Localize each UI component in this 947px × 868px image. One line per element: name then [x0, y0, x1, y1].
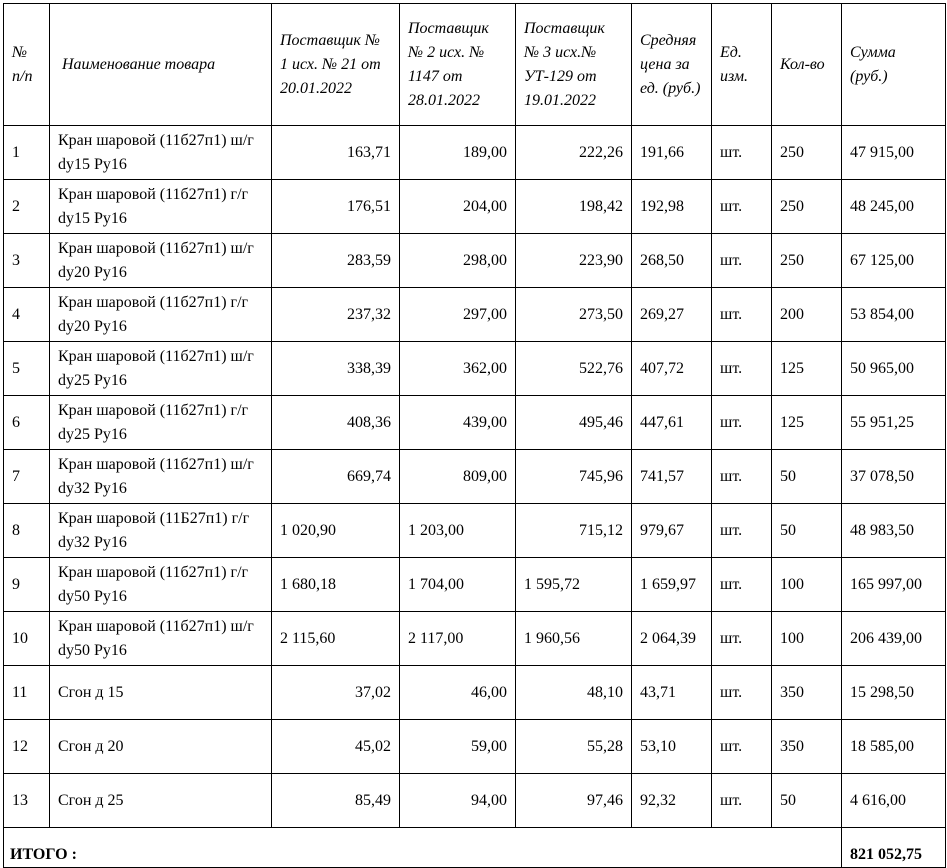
- supplier-3-price-cell: 223,90: [516, 234, 632, 288]
- supplier-2-price-cell: 362,00: [400, 342, 516, 396]
- item-name-cell: Кран шаровой (11б27п1) ш/г dу15 Ру16: [50, 126, 272, 180]
- quantity-cell: 200: [772, 288, 842, 342]
- supplier-1-price-cell: 283,59: [272, 234, 400, 288]
- row-number-cell: 13: [4, 774, 50, 828]
- supplier-3-price-cell: 222,26: [516, 126, 632, 180]
- supplier-1-price-cell: 408,36: [272, 396, 400, 450]
- unit-cell: шт.: [712, 720, 772, 774]
- table-row: [4, 234, 946, 288]
- table-row: [4, 504, 946, 558]
- average-price-cell: 53,10: [632, 720, 712, 774]
- supplier-3-price-cell: 745,96: [516, 450, 632, 504]
- supplier-3-price-cell: 97,46: [516, 774, 632, 828]
- item-name-cell: Кран шаровой (11Б27п1) г/г dу32 Ру16: [50, 504, 272, 558]
- sum-cell: 50 965,00: [842, 342, 946, 396]
- sum-cell: 67 125,00: [842, 234, 946, 288]
- sum-cell: 165 997,00: [842, 558, 946, 612]
- header-supplier-3: Поставщик № 3 исх.№ УТ-129 от 19.01.2022: [516, 4, 632, 126]
- sum-cell: 4 616,00: [842, 774, 946, 828]
- item-name-cell: Сгон д 15: [50, 666, 272, 720]
- table-body: [4, 126, 946, 828]
- unit-cell: шт.: [712, 666, 772, 720]
- supplier-1-price-cell: 338,39: [272, 342, 400, 396]
- table-row: [4, 450, 946, 504]
- unit-cell: шт.: [712, 342, 772, 396]
- supplier-3-price-cell: 198,42: [516, 180, 632, 234]
- item-name-cell: Кран шаровой (11б27п1) ш/г dу50 Ру16: [50, 612, 272, 666]
- average-price-cell: 741,57: [632, 450, 712, 504]
- table-row: [4, 180, 946, 234]
- average-price-cell: 447,61: [632, 396, 712, 450]
- quantity-cell: 250: [772, 180, 842, 234]
- sum-cell: 53 854,00: [842, 288, 946, 342]
- total-label: ИТОГО :: [4, 828, 842, 868]
- header-row: [4, 4, 946, 126]
- header-supplier-1: Поставщик № 1 исх. № 21 от 20.01.2022: [272, 4, 400, 126]
- total-row: [4, 828, 946, 868]
- supplier-3-price-cell: 55,28: [516, 720, 632, 774]
- sum-cell: 15 298,50: [842, 666, 946, 720]
- header-item-name: Наименование товара: [50, 4, 272, 126]
- table-row: [4, 396, 946, 450]
- unit-cell: шт.: [712, 612, 772, 666]
- table-row: [4, 666, 946, 720]
- row-number-cell: 4: [4, 288, 50, 342]
- row-number-cell: 9: [4, 558, 50, 612]
- supplier-1-price-cell: 163,71: [272, 126, 400, 180]
- average-price-cell: 979,67: [632, 504, 712, 558]
- item-name-cell: Сгон д 25: [50, 774, 272, 828]
- supplier-2-price-cell: 46,00: [400, 666, 516, 720]
- supplier-2-price-cell: 2 117,00: [400, 612, 516, 666]
- sum-cell: 18 585,00: [842, 720, 946, 774]
- quantity-cell: 350: [772, 666, 842, 720]
- total-value: 821 052,75: [842, 828, 946, 868]
- quantity-cell: 125: [772, 396, 842, 450]
- supplier-1-price-cell: 176,51: [272, 180, 400, 234]
- table-row: [4, 558, 946, 612]
- sum-cell: 47 915,00: [842, 126, 946, 180]
- row-number-cell: 2: [4, 180, 50, 234]
- supplier-3-price-cell: 495,46: [516, 396, 632, 450]
- supplier-3-price-cell: 715,12: [516, 504, 632, 558]
- supplier-3-price-cell: 48,10: [516, 666, 632, 720]
- average-price-cell: 268,50: [632, 234, 712, 288]
- row-number-cell: 10: [4, 612, 50, 666]
- supplier-2-price-cell: 94,00: [400, 774, 516, 828]
- sum-cell: 55 951,25: [842, 396, 946, 450]
- quantity-cell: 100: [772, 612, 842, 666]
- table-row: [4, 612, 946, 666]
- item-name-cell: Кран шаровой (11б27п1) г/г dу25 Ру16: [50, 396, 272, 450]
- header-average-price: Средняя цена за ед. (руб.): [632, 4, 712, 126]
- table-row: [4, 720, 946, 774]
- unit-cell: шт.: [712, 288, 772, 342]
- quantity-cell: 50: [772, 774, 842, 828]
- average-price-cell: 2 064,39: [632, 612, 712, 666]
- supplier-2-price-cell: 297,00: [400, 288, 516, 342]
- supplier-2-price-cell: 1 203,00: [400, 504, 516, 558]
- row-number-cell: 8: [4, 504, 50, 558]
- header-sum: Сумма (руб.): [842, 4, 946, 126]
- unit-cell: шт.: [712, 126, 772, 180]
- average-price-cell: 191,66: [632, 126, 712, 180]
- quantity-cell: 50: [772, 450, 842, 504]
- table-row: [4, 774, 946, 828]
- unit-cell: шт.: [712, 558, 772, 612]
- header-unit: Ед. изм.: [712, 4, 772, 126]
- average-price-cell: 1 659,97: [632, 558, 712, 612]
- item-name-cell: Кран шаровой (11б27п1) ш/г dу32 Ру16: [50, 450, 272, 504]
- supplier-2-price-cell: 298,00: [400, 234, 516, 288]
- unit-cell: шт.: [712, 774, 772, 828]
- row-number-cell: 12: [4, 720, 50, 774]
- row-number-cell: 5: [4, 342, 50, 396]
- supplier-2-price-cell: 189,00: [400, 126, 516, 180]
- supplier-1-price-cell: 45,02: [272, 720, 400, 774]
- average-price-cell: 407,72: [632, 342, 712, 396]
- item-name-cell: Сгон д 20: [50, 720, 272, 774]
- item-name-cell: Кран шаровой (11б27п1) ш/г dу20 Ру16: [50, 234, 272, 288]
- average-price-cell: 43,71: [632, 666, 712, 720]
- quantity-cell: 100: [772, 558, 842, 612]
- sum-cell: 48 983,50: [842, 504, 946, 558]
- supplier-2-price-cell: 439,00: [400, 396, 516, 450]
- item-name-cell: Кран шаровой (11б27п1) г/г dу15 Ру16: [50, 180, 272, 234]
- item-name-cell: Кран шаровой (11б27п1) ш/г dу25 Ру16: [50, 342, 272, 396]
- price-comparison-table: [3, 3, 946, 868]
- quantity-cell: 250: [772, 234, 842, 288]
- supplier-2-price-cell: 809,00: [400, 450, 516, 504]
- supplier-1-price-cell: 237,32: [272, 288, 400, 342]
- supplier-1-price-cell: 1 680,18: [272, 558, 400, 612]
- unit-cell: шт.: [712, 396, 772, 450]
- average-price-cell: 92,32: [632, 774, 712, 828]
- sum-cell: 206 439,00: [842, 612, 946, 666]
- unit-cell: шт.: [712, 180, 772, 234]
- average-price-cell: 269,27: [632, 288, 712, 342]
- table-row: [4, 342, 946, 396]
- sum-cell: 48 245,00: [842, 180, 946, 234]
- quantity-cell: 125: [772, 342, 842, 396]
- supplier-1-price-cell: 669,74: [272, 450, 400, 504]
- header-number: № п/п: [4, 4, 50, 126]
- quantity-cell: 250: [772, 126, 842, 180]
- row-number-cell: 11: [4, 666, 50, 720]
- supplier-2-price-cell: 1 704,00: [400, 558, 516, 612]
- average-price-cell: 192,98: [632, 180, 712, 234]
- row-number-cell: 3: [4, 234, 50, 288]
- sum-cell: 37 078,50: [842, 450, 946, 504]
- header-supplier-2: Поставщик № 2 исх. № 1147 от 28.01.2022: [400, 4, 516, 126]
- quantity-cell: 50: [772, 504, 842, 558]
- table-row: [4, 288, 946, 342]
- supplier-2-price-cell: 59,00: [400, 720, 516, 774]
- row-number-cell: 7: [4, 450, 50, 504]
- header-quantity: Кол-во: [772, 4, 842, 126]
- unit-cell: шт.: [712, 504, 772, 558]
- supplier-1-price-cell: 1 020,90: [272, 504, 400, 558]
- quantity-cell: 350: [772, 720, 842, 774]
- row-number-cell: 1: [4, 126, 50, 180]
- supplier-1-price-cell: 85,49: [272, 774, 400, 828]
- row-number-cell: 6: [4, 396, 50, 450]
- unit-cell: шт.: [712, 234, 772, 288]
- supplier-3-price-cell: 1 960,56: [516, 612, 632, 666]
- item-name-cell: Кран шаровой (11б27п1) г/г dу20 Ру16: [50, 288, 272, 342]
- supplier-2-price-cell: 204,00: [400, 180, 516, 234]
- supplier-3-price-cell: 1 595,72: [516, 558, 632, 612]
- table-row: [4, 126, 946, 180]
- supplier-3-price-cell: 273,50: [516, 288, 632, 342]
- supplier-1-price-cell: 37,02: [272, 666, 400, 720]
- unit-cell: шт.: [712, 450, 772, 504]
- item-name-cell: Кран шаровой (11б27п1) г/г dу50 Ру16: [50, 558, 272, 612]
- supplier-1-price-cell: 2 115,60: [272, 612, 400, 666]
- supplier-3-price-cell: 522,76: [516, 342, 632, 396]
